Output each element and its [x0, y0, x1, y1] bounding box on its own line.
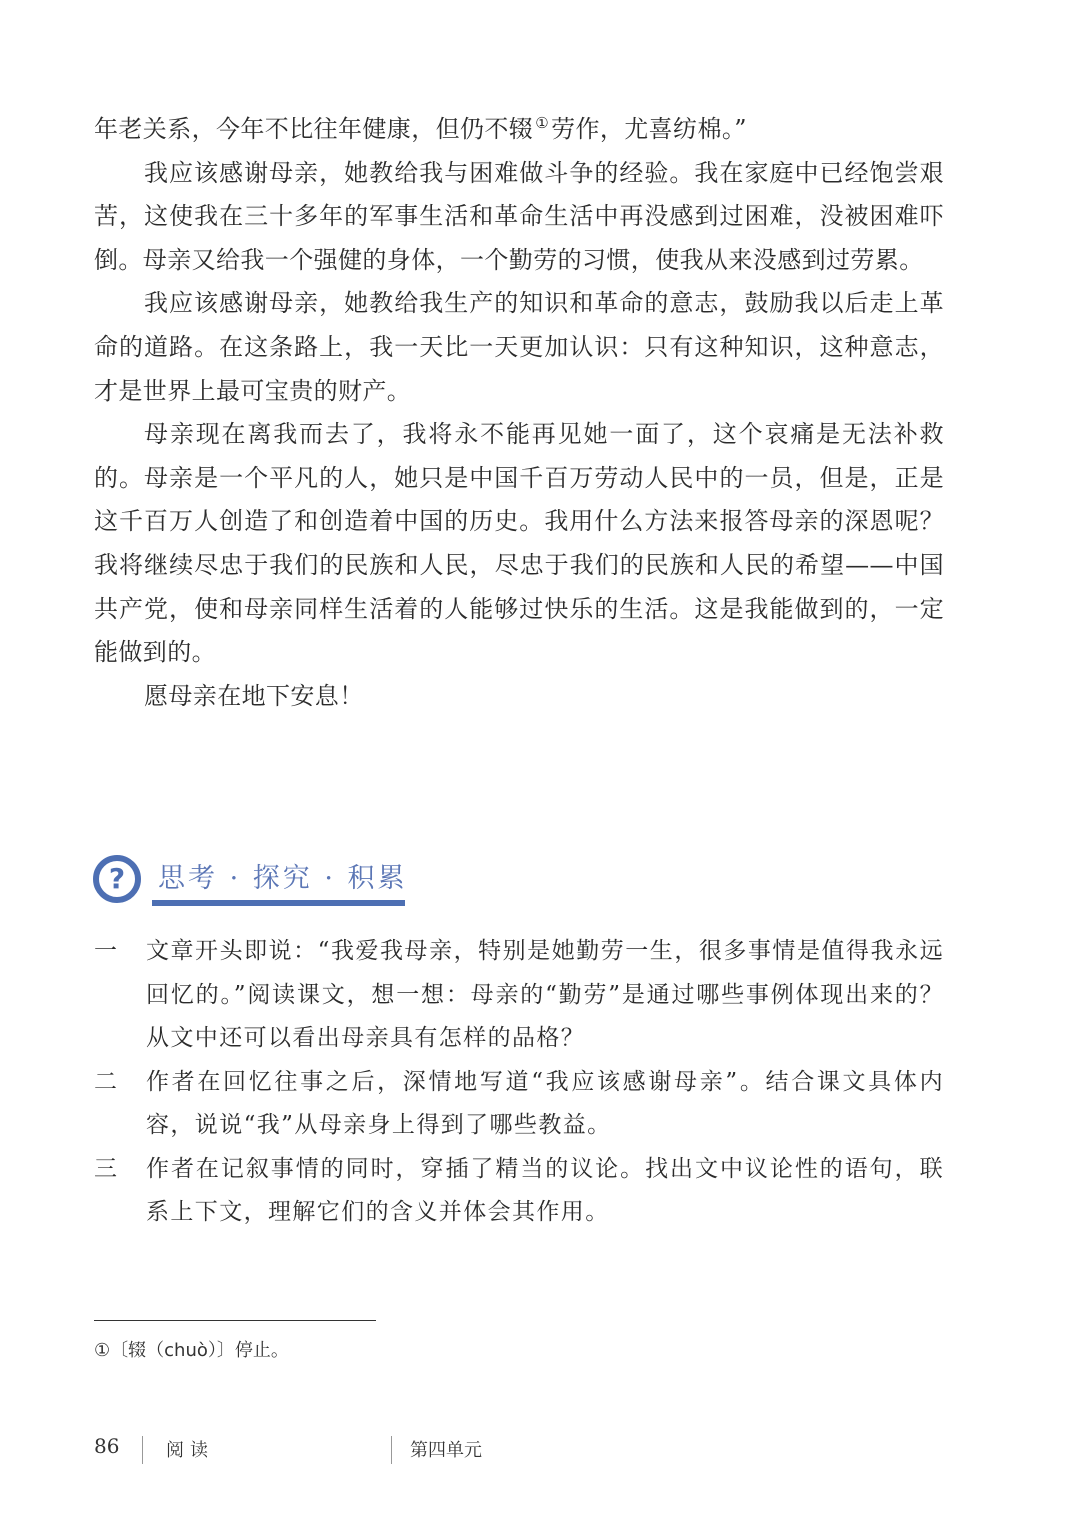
footnote-reference[interactable]: ①	[535, 114, 550, 132]
question-number: 一	[94, 938, 119, 964]
footer-unit-name: 第四单元	[410, 1440, 482, 1461]
paragraph-closing: 愿母亲在地下安息！	[144, 681, 364, 710]
paragraph-text: 年老关系，今年不比往年健康，但仍不辍	[94, 115, 534, 143]
paragraph: 我应该感谢母亲，她教给我与困难做斗争的经验。我在家庭中已经饱尝艰苦，这使我在三十多年的军事生活和革命生活中再没感到过困难，没被困难吓倒。母亲又给我一个强健的身体，一个勤劳的习惯，使我从来没感到过劳累。	[94, 158, 944, 274]
section-title-underline	[152, 900, 405, 906]
question-item	[94, 930, 944, 1061]
body-text	[94, 108, 944, 718]
question-item	[94, 1148, 944, 1235]
question-item	[94, 1061, 944, 1148]
svg-text:?: ?	[108, 862, 126, 895]
question-text: 作者在记叙事情的同时，穿插了精当的议论。找出文中议论性的语句，联系上下文，理解它们的含义并体会其作用。	[146, 1155, 944, 1225]
footer-divider	[142, 1436, 143, 1464]
section-header	[92, 852, 412, 912]
question-list	[94, 930, 944, 1235]
paragraph: 我应该感谢母亲，她教给我生产的知识和革命的意志，鼓励我以后走上革命的道路。在这条路上，我一天比一天更加认识：只有这种知识，这种意志，才是世界上最可宝贵的财产。	[94, 289, 944, 405]
question-number: 二	[94, 1068, 119, 1095]
paragraph-continuation	[94, 108, 944, 152]
paragraph-text: 劳作，尤喜纺棉。”	[551, 115, 747, 143]
section-title: 思考 · 探究 · 积累	[158, 863, 408, 894]
footnote-divider	[94, 1320, 376, 1321]
question-number: 三	[94, 1155, 119, 1182]
question-text: 作者在回忆往事之后，深情地写道“我应该感谢母亲”。结合课文具体内容，说说“我”从母亲身上得到了哪些教益。	[146, 1068, 944, 1138]
page-footer	[0, 1430, 1080, 1470]
question-text: 文章开头即说：“我爱我母亲，特别是她勤劳一生，很多事情是值得我永远回忆的。”阅读课文，想一想：母亲的“勤劳”是通过哪些事例体现出来的？从文中还可以看出母亲具有怎样的品格？	[146, 938, 944, 1051]
question-mark-icon	[92, 854, 142, 904]
footnote: ①〔辍（chuò）〕停止。	[94, 1340, 289, 1361]
footer-section-name: 阅读	[166, 1440, 214, 1461]
footer-divider	[391, 1436, 392, 1464]
page-number: 86	[94, 1434, 120, 1458]
paragraph: 母亲现在离我而去了，我将永不能再见她一面了，这个哀痛是无法补救的。母亲是一个平凡的人，她只是中国千百万劳动人民中的一员，但是，正是这千百万人创造了和创造着中国的历史。我用什么方法来报答母亲的深恩呢？我将继续尽忠于我们的民族和人民，尽忠于我们的民族和人民的希望——中国共产党，使和母亲同样生活着的人能够过快乐的生活。这是我能做到的，一定能做到的。	[94, 420, 944, 667]
